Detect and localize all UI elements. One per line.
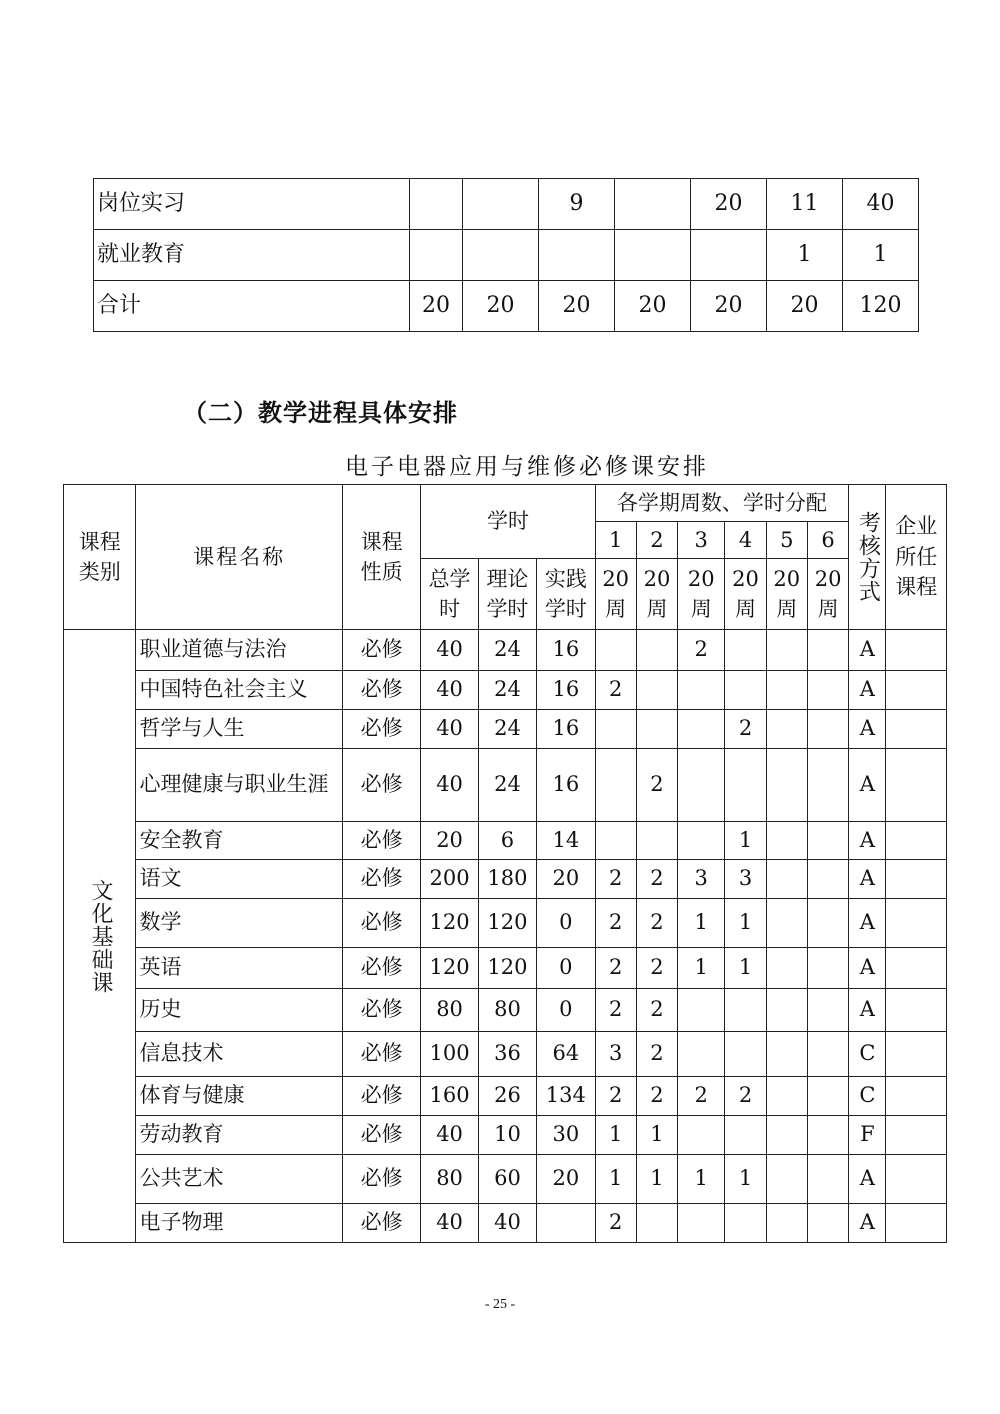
header-weeks-4: 20周 bbox=[725, 559, 766, 630]
theory-hours: 24 bbox=[478, 630, 536, 671]
semester-2-hours: 2 bbox=[636, 860, 677, 899]
semester-6-hours bbox=[807, 1116, 848, 1155]
course-nature: 必修 bbox=[342, 749, 421, 822]
header-category: 课程类别 bbox=[64, 485, 136, 630]
table-cell: 20 bbox=[539, 281, 615, 332]
semester-3-hours bbox=[678, 671, 725, 710]
total-hours: 120 bbox=[421, 899, 478, 948]
semester-5-hours bbox=[766, 1032, 807, 1077]
table-cell: 20 bbox=[463, 281, 539, 332]
table-cell bbox=[410, 179, 463, 230]
semester-2-hours bbox=[636, 1204, 677, 1243]
practice-hours: 134 bbox=[537, 1077, 595, 1116]
semester-3-hours bbox=[678, 710, 725, 749]
course-name: 心理健康与职业生涯 bbox=[136, 749, 342, 822]
course-nature: 必修 bbox=[342, 1116, 421, 1155]
semester-6-hours bbox=[807, 1204, 848, 1243]
course-name: 职业道德与法治 bbox=[136, 630, 342, 671]
course-row bbox=[64, 671, 947, 710]
semester-1-hours bbox=[595, 749, 636, 822]
semester-3-hours bbox=[678, 1204, 725, 1243]
semester-6-hours bbox=[807, 989, 848, 1032]
table-cell: 20 bbox=[410, 281, 463, 332]
course-nature: 必修 bbox=[342, 860, 421, 899]
semester-2-hours bbox=[636, 671, 677, 710]
table-cell: 20 bbox=[691, 281, 767, 332]
course-nature: 必修 bbox=[342, 671, 421, 710]
table-cell bbox=[615, 230, 691, 281]
header-weeks-6: 20周 bbox=[807, 559, 848, 630]
semester-4-hours: 1 bbox=[725, 948, 766, 989]
assessment-method: C bbox=[849, 1077, 886, 1116]
theory-hours: 24 bbox=[478, 749, 536, 822]
semester-4-hours: 1 bbox=[725, 1155, 766, 1204]
semester-5-hours bbox=[766, 671, 807, 710]
course-row bbox=[64, 1032, 947, 1077]
table-cell: 20 bbox=[767, 281, 843, 332]
total-hours: 160 bbox=[421, 1077, 478, 1116]
semester-1-hours: 2 bbox=[595, 899, 636, 948]
course-nature: 必修 bbox=[342, 1204, 421, 1243]
theory-hours: 36 bbox=[478, 1032, 536, 1077]
header-weeks-1: 20周 bbox=[595, 559, 636, 630]
semester-6-hours bbox=[807, 1155, 848, 1204]
table-cell bbox=[539, 230, 615, 281]
header-weeks-3: 20周 bbox=[678, 559, 725, 630]
semester-2-hours bbox=[636, 822, 677, 860]
course-row bbox=[64, 860, 947, 899]
course-row bbox=[64, 948, 947, 989]
header-assessment: 考核方式 bbox=[849, 485, 886, 630]
header-semester-3: 3 bbox=[678, 522, 725, 559]
practice-hours: 16 bbox=[537, 710, 595, 749]
enterprise-course bbox=[886, 948, 947, 989]
assessment-method: A bbox=[849, 710, 886, 749]
course-name: 中国特色社会主义 bbox=[136, 671, 342, 710]
theory-hours: 80 bbox=[478, 989, 536, 1032]
practice-hours: 16 bbox=[537, 630, 595, 671]
enterprise-course bbox=[886, 749, 947, 822]
practice-hours: 20 bbox=[537, 1155, 595, 1204]
course-name: 公共艺术 bbox=[136, 1155, 342, 1204]
semester-6-hours bbox=[807, 749, 848, 822]
semester-1-hours: 2 bbox=[595, 671, 636, 710]
total-hours: 40 bbox=[421, 630, 478, 671]
semester-1-hours bbox=[595, 710, 636, 749]
semester-3-hours: 1 bbox=[678, 948, 725, 989]
course-name: 安全教育 bbox=[136, 822, 342, 860]
course-nature: 必修 bbox=[342, 1032, 421, 1077]
semester-5-hours bbox=[766, 1077, 807, 1116]
total-hours: 40 bbox=[421, 710, 478, 749]
course-row bbox=[64, 822, 947, 860]
semester-6-hours bbox=[807, 710, 848, 749]
theory-hours: 24 bbox=[478, 710, 536, 749]
course-row bbox=[64, 710, 947, 749]
semester-3-hours: 2 bbox=[678, 630, 725, 671]
week-allocation-table bbox=[93, 178, 919, 332]
enterprise-course bbox=[886, 1032, 947, 1077]
assessment-method: A bbox=[849, 630, 886, 671]
enterprise-course bbox=[886, 860, 947, 899]
semester-4-hours: 3 bbox=[725, 860, 766, 899]
header-weeks-2: 20周 bbox=[636, 559, 677, 630]
header-course-nature: 课程性质 bbox=[342, 485, 421, 630]
enterprise-course bbox=[886, 1155, 947, 1204]
theory-hours: 6 bbox=[478, 822, 536, 860]
theory-hours: 120 bbox=[478, 948, 536, 989]
header-semester-2: 2 bbox=[636, 522, 677, 559]
total-hours: 200 bbox=[421, 860, 478, 899]
course-row bbox=[64, 749, 947, 822]
page-number: - 25 - bbox=[484, 1297, 516, 1312]
semester-5-hours bbox=[766, 989, 807, 1032]
semester-4-hours bbox=[725, 1032, 766, 1077]
course-name: 信息技术 bbox=[136, 1032, 342, 1077]
course-nature: 必修 bbox=[342, 899, 421, 948]
semester-1-hours bbox=[595, 822, 636, 860]
semester-4-hours bbox=[725, 749, 766, 822]
table-caption: 电子电器应用与维修必修课安排 bbox=[345, 454, 709, 480]
practice-hours bbox=[537, 1204, 595, 1243]
row-label: 就业教育 bbox=[94, 230, 410, 281]
semester-2-hours bbox=[636, 710, 677, 749]
header-weeks-5: 20周 bbox=[766, 559, 807, 630]
total-hours: 80 bbox=[421, 1155, 478, 1204]
semester-5-hours bbox=[766, 630, 807, 671]
semester-2-hours bbox=[636, 630, 677, 671]
table-cell bbox=[691, 230, 767, 281]
theory-hours: 24 bbox=[478, 671, 536, 710]
course-name: 哲学与人生 bbox=[136, 710, 342, 749]
theory-hours: 180 bbox=[478, 860, 536, 899]
semester-3-hours: 1 bbox=[678, 899, 725, 948]
semester-3-hours: 1 bbox=[678, 1155, 725, 1204]
practice-hours: 16 bbox=[537, 749, 595, 822]
table-cell: 40 bbox=[843, 179, 919, 230]
enterprise-course bbox=[886, 630, 947, 671]
header-theory-hours: 理论学时 bbox=[478, 559, 536, 630]
total-hours: 100 bbox=[421, 1032, 478, 1077]
semester-6-hours bbox=[807, 948, 848, 989]
semester-5-hours bbox=[766, 948, 807, 989]
semester-1-hours: 2 bbox=[595, 948, 636, 989]
assessment-method: A bbox=[849, 989, 886, 1032]
course-nature: 必修 bbox=[342, 710, 421, 749]
total-hours: 40 bbox=[421, 1116, 478, 1155]
semester-2-hours: 2 bbox=[636, 948, 677, 989]
course-row bbox=[64, 899, 947, 948]
course-row bbox=[64, 1116, 947, 1155]
total-hours: 20 bbox=[421, 822, 478, 860]
header-row-1 bbox=[64, 485, 947, 522]
enterprise-course bbox=[886, 1116, 947, 1155]
header-enterprise: 企业所任课程 bbox=[886, 485, 947, 630]
header-total-hours: 总学时 bbox=[421, 559, 478, 630]
semester-1-hours: 1 bbox=[595, 1155, 636, 1204]
top-table-row bbox=[94, 281, 919, 332]
semester-1-hours: 2 bbox=[595, 1077, 636, 1116]
semester-5-hours bbox=[766, 899, 807, 948]
practice-hours: 30 bbox=[537, 1116, 595, 1155]
semester-3-hours bbox=[678, 822, 725, 860]
semester-6-hours bbox=[807, 671, 848, 710]
practice-hours: 0 bbox=[537, 948, 595, 989]
semester-3-hours: 3 bbox=[678, 860, 725, 899]
semester-6-hours bbox=[807, 822, 848, 860]
table-cell bbox=[410, 230, 463, 281]
semester-5-hours bbox=[766, 749, 807, 822]
table-cell: 1 bbox=[843, 230, 919, 281]
semester-4-hours bbox=[725, 630, 766, 671]
practice-hours: 0 bbox=[537, 989, 595, 1032]
semester-4-hours: 2 bbox=[725, 1077, 766, 1116]
top-table-row bbox=[94, 230, 919, 281]
course-name: 英语 bbox=[136, 948, 342, 989]
table-cell bbox=[463, 230, 539, 281]
semester-3-hours: 2 bbox=[678, 1077, 725, 1116]
semester-2-hours: 1 bbox=[636, 1155, 677, 1204]
header-semester-1: 1 bbox=[595, 522, 636, 559]
course-nature: 必修 bbox=[342, 989, 421, 1032]
assessment-method: A bbox=[849, 749, 886, 822]
header-semester-4: 4 bbox=[725, 522, 766, 559]
total-hours: 40 bbox=[421, 749, 478, 822]
course-name: 数学 bbox=[136, 899, 342, 948]
semester-5-hours bbox=[766, 1204, 807, 1243]
enterprise-course bbox=[886, 989, 947, 1032]
semester-1-hours: 1 bbox=[595, 1116, 636, 1155]
enterprise-course bbox=[886, 710, 947, 749]
course-row bbox=[64, 1155, 947, 1204]
section-heading: （二）教学进程具体安排 bbox=[183, 399, 458, 427]
semester-5-hours bbox=[766, 1155, 807, 1204]
semester-2-hours: 1 bbox=[636, 1116, 677, 1155]
semester-5-hours bbox=[766, 822, 807, 860]
semester-4-hours: 1 bbox=[725, 822, 766, 860]
semester-2-hours: 2 bbox=[636, 989, 677, 1032]
table-cell: 11 bbox=[767, 179, 843, 230]
table-cell: 20 bbox=[691, 179, 767, 230]
table-cell bbox=[615, 179, 691, 230]
required-course-table bbox=[63, 484, 947, 1243]
practice-hours: 20 bbox=[537, 860, 595, 899]
enterprise-course bbox=[886, 899, 947, 948]
semester-3-hours bbox=[678, 749, 725, 822]
theory-hours: 10 bbox=[478, 1116, 536, 1155]
total-hours: 120 bbox=[421, 948, 478, 989]
header-semester-6: 6 bbox=[807, 522, 848, 559]
course-name: 历史 bbox=[136, 989, 342, 1032]
assessment-method: A bbox=[849, 1204, 886, 1243]
header-semester-5: 5 bbox=[766, 522, 807, 559]
semester-4-hours bbox=[725, 671, 766, 710]
course-name: 劳动教育 bbox=[136, 1116, 342, 1155]
semester-3-hours bbox=[678, 1116, 725, 1155]
semester-6-hours bbox=[807, 860, 848, 899]
header-semester-distribution: 各学期周数、学时分配 bbox=[595, 485, 849, 522]
practice-hours: 14 bbox=[537, 822, 595, 860]
semester-2-hours: 2 bbox=[636, 899, 677, 948]
semester-1-hours: 3 bbox=[595, 1032, 636, 1077]
semester-5-hours bbox=[766, 1116, 807, 1155]
practice-hours: 0 bbox=[537, 899, 595, 948]
enterprise-course bbox=[886, 822, 947, 860]
semester-4-hours bbox=[725, 989, 766, 1032]
enterprise-course bbox=[886, 1077, 947, 1116]
course-row bbox=[64, 1077, 947, 1116]
semester-4-hours: 2 bbox=[725, 710, 766, 749]
assessment-method: A bbox=[849, 671, 886, 710]
practice-hours: 64 bbox=[537, 1032, 595, 1077]
semester-2-hours: 2 bbox=[636, 1077, 677, 1116]
semester-5-hours bbox=[766, 860, 807, 899]
semester-2-hours: 2 bbox=[636, 749, 677, 822]
theory-hours: 26 bbox=[478, 1077, 536, 1116]
semester-5-hours bbox=[766, 710, 807, 749]
semester-4-hours: 1 bbox=[725, 899, 766, 948]
course-row bbox=[64, 630, 947, 671]
semester-1-hours: 2 bbox=[595, 860, 636, 899]
course-nature: 必修 bbox=[342, 822, 421, 860]
total-hours: 80 bbox=[421, 989, 478, 1032]
course-nature: 必修 bbox=[342, 1155, 421, 1204]
course-row bbox=[64, 989, 947, 1032]
course-name: 电子物理 bbox=[136, 1204, 342, 1243]
course-name: 语文 bbox=[136, 860, 342, 899]
theory-hours: 40 bbox=[478, 1204, 536, 1243]
semester-1-hours bbox=[595, 630, 636, 671]
semester-1-hours: 2 bbox=[595, 1204, 636, 1243]
semester-4-hours bbox=[725, 1204, 766, 1243]
top-table-row bbox=[94, 179, 919, 230]
assessment-method: A bbox=[849, 899, 886, 948]
semester-6-hours bbox=[807, 1032, 848, 1077]
theory-hours: 120 bbox=[478, 899, 536, 948]
course-row bbox=[64, 1204, 947, 1243]
course-nature: 必修 bbox=[342, 630, 421, 671]
semester-4-hours bbox=[725, 1116, 766, 1155]
total-hours: 40 bbox=[421, 671, 478, 710]
practice-hours: 16 bbox=[537, 671, 595, 710]
assessment-method: A bbox=[849, 1155, 886, 1204]
semester-2-hours: 2 bbox=[636, 1032, 677, 1077]
table-cell: 20 bbox=[615, 281, 691, 332]
table-cell bbox=[463, 179, 539, 230]
course-nature: 必修 bbox=[342, 1077, 421, 1116]
semester-6-hours bbox=[807, 899, 848, 948]
row-label: 岗位实习 bbox=[94, 179, 410, 230]
semester-6-hours bbox=[807, 630, 848, 671]
table-cell: 120 bbox=[843, 281, 919, 332]
assessment-method: A bbox=[849, 822, 886, 860]
semester-6-hours bbox=[807, 1077, 848, 1116]
semester-1-hours: 2 bbox=[595, 989, 636, 1032]
enterprise-course bbox=[886, 671, 947, 710]
course-category: 文化基础课 bbox=[64, 630, 136, 1243]
assessment-method: A bbox=[849, 948, 886, 989]
semester-3-hours bbox=[678, 1032, 725, 1077]
course-nature: 必修 bbox=[342, 948, 421, 989]
table-cell: 1 bbox=[767, 230, 843, 281]
header-course-name: 课程名称 bbox=[136, 485, 342, 630]
total-hours: 40 bbox=[421, 1204, 478, 1243]
course-name: 体育与健康 bbox=[136, 1077, 342, 1116]
table-cell: 9 bbox=[539, 179, 615, 230]
header-hours: 学时 bbox=[421, 485, 595, 559]
enterprise-course bbox=[886, 1204, 947, 1243]
assessment-method: A bbox=[849, 860, 886, 899]
header-practice-hours: 实践学时 bbox=[537, 559, 595, 630]
assessment-method: C bbox=[849, 1032, 886, 1077]
semester-3-hours bbox=[678, 989, 725, 1032]
row-label: 合计 bbox=[94, 281, 410, 332]
assessment-method: F bbox=[849, 1116, 886, 1155]
theory-hours: 60 bbox=[478, 1155, 536, 1204]
